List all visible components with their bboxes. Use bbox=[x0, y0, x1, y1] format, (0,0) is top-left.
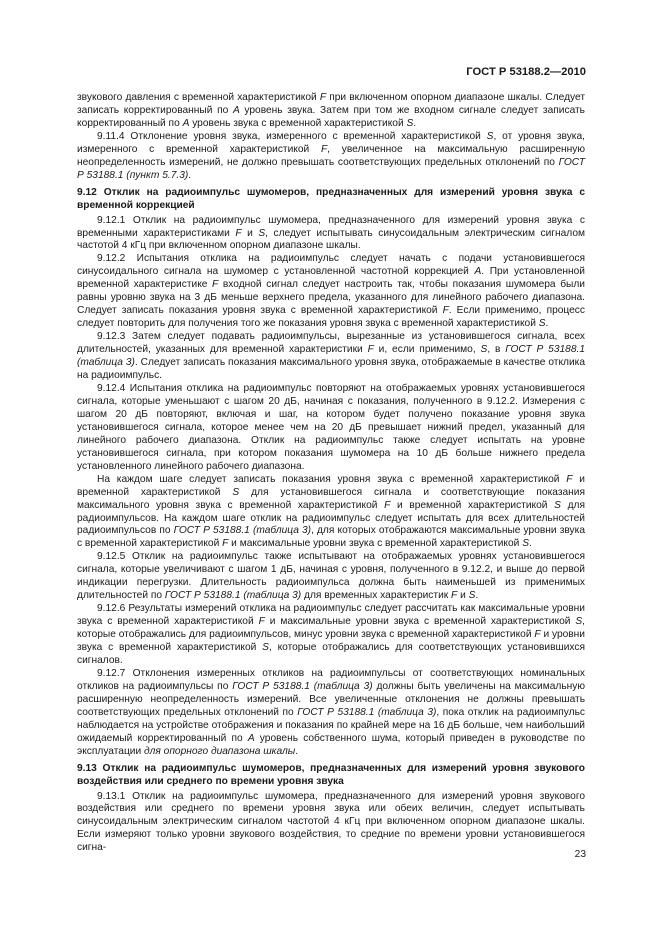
paragraph: 9.12.7 Отклонения измеренных откликов на радиоимпульсы от соответствующих номинальных откликов на радиоимпульсы по ГОСТ Р 53188.1 (таблица 3) должны быть увеличены на максимальную расширенную неопределенность измерений. Все увеличенные отклонения не должны превышать соответствующих предельных отклонений по ГОСТ Р 53188.1 (таблица 3), пока отклик на радиоимпульс наблюдается на устройстве отображения и показания по крайней мере на 16 дБ больше, чем наибольший ожидаемый корректированный по A уровень собственного шума, который приведен в руководстве по эксплуатации для опорного диапазона шкалы. bbox=[77, 667, 585, 757]
section-heading: 9.12 Отклик на радиоимпульс шумомеров, предназначенных для измерений уровня звука с временной коррекцией bbox=[77, 186, 585, 211]
paragraph: 9.12.4 Испытания отклика на радиоимпульс повторяют на отображаемых уровнях установившегося сигнала, которые уменьшают с шагом 20 дБ, начиная с показания, полученного в 9.12.2. Измерения с шагом 20 дБ повторяют, включая и шаг, на котором будет получено показание уровня звука установившегося сигнала, которое менее чем на 20 дБ превышает нижний предел, указанный для линейного рабочего диапазона. Отклик на радиоимпульс также следует испытать на уровне установившегося сигнала, при котором показания шумомера на 10 дБ больше нижнего предела установленного линейного рабочего диапазона. bbox=[77, 382, 585, 472]
section-heading: 9.13 Отклик на радиоимпульс шумомеров, предназначенных для измерений уровня звукового воздействия или среднего по времени уровня звука bbox=[77, 762, 585, 787]
paragraph: 9.11.4 Отклонение уровня звука, измеренного с временной характеристикой S, от уровня звука, измеренного с временной характеристикой F, увеличенное на максимальную расширенную неопределенность измерений, не должно превышать соответствующих предельных отклонений по ГОСТ Р 53188.1 (пункт 5.7.3). bbox=[77, 130, 585, 181]
standard-header: ГОСТ Р 53188.2—2010 bbox=[466, 66, 586, 78]
paragraph: 9.12.2 Испытания отклика на радиоимпульс следует начать с подачи установившегося синусоидального сигнала на шумомер с установленной частотной коррекцией A. При установленной временной характеристике F входной сигнал следует настроить так, чтобы показания шумомера были равны уровню звука на 3 дБ меньше верхнего предела, указанного для линейного рабочего диапазона. Следует записать показания уровня звука с временной характеристикой F. Если применимо, процесс следует повторить для получения того же показания уровня звука с временной характеристикой S. bbox=[77, 253, 585, 330]
paragraph: звукового давления с временной характеристикой F при включенном опорном диапазоне шкалы. Следует записать корректированный по A уровень звука. Затем при том же входном сигнале следует записать корректированный по A уровень звука с временной характеристикой S. bbox=[77, 92, 585, 129]
paragraph: 9.12.5 Отклик на радиоимпульс также испытывают на отображаемых уровнях установившегося сигнала, которые увеличивают с шагом 1 дБ, начиная с уровня, полученного в 9.12.2, и выше до первой индикации перегрузки. Длительность радиоимпульса должна быть наименьшей из применимых длительностей по ГОСТ Р 53188.1 (таблица 3) для временных характеристик F и S. bbox=[77, 551, 585, 602]
paragraph: 9.12.1 Отклик на радиоимпульс шумомера, предназначенного для измерений уровня звука с временными характеристиками F и S, следует испытывать синусоидальным электрическим сигналом частотой 4 кГц при включенном опорном диапазоне шкалы. bbox=[77, 214, 586, 252]
paragraph: 9.12.6 Результаты измерений отклика на радиоимпульс следует рассчитать как максимальные уровни звука с временной характеристикой F и максимальные уровни звука с временной характеристикой S, которые отображались для радиоимпульсов, минус уровни звука с временной характеристикой F и уровни звука с временной характеристикой S, которые отображались для соответствующих установившихся сигналов. bbox=[77, 603, 586, 666]
paragraph: 9.12.3 Затем следует подавать радиоимпульсы, вырезанные из установившегося сигнала, всех длительностей, указанных для временной характеристики F и, если применимо, S, в ГОСТ Р 53188.1 (таблица 3). Следует записать показания максимального уровня звука, отображаемые в качестве отклика на радиоимпульс. bbox=[77, 331, 585, 382]
paragraph: На каждом шаге следует записать показания уровня звука с временной характеристикой F и временной характеристикой S для установившегося сигнала и соответствующие показания максимального уровня звука с временной характеристикой F и временной характеристикой S для радиоимпульсов. На каждом шаге отклик на радиоимпульс следует испытать для всех длительностей радиоимпульсов по ГОСТ Р 53188.1 (таблица 3), для которых отображаются максимальные уровни звука с временной характеристикой F и максимальные уровни звука с временной характеристикой S. bbox=[77, 473, 585, 550]
document-body bbox=[77, 92, 585, 855]
page-number: 23 bbox=[574, 849, 586, 860]
paragraph: 9.13.1 Отклик на радиоимпульс шумомера, предназначенного для измерений уровня звукового воздействия или среднего по времени уровня звука или обеих величин, следует испытывать синусоидальным электрическим сигналом частотой 4 кГц при включенном опорном диапазоне шкалы. Если измеряют только уровни звукового воздействия, то средние по времени уровни установившегося сигна- bbox=[77, 790, 585, 854]
